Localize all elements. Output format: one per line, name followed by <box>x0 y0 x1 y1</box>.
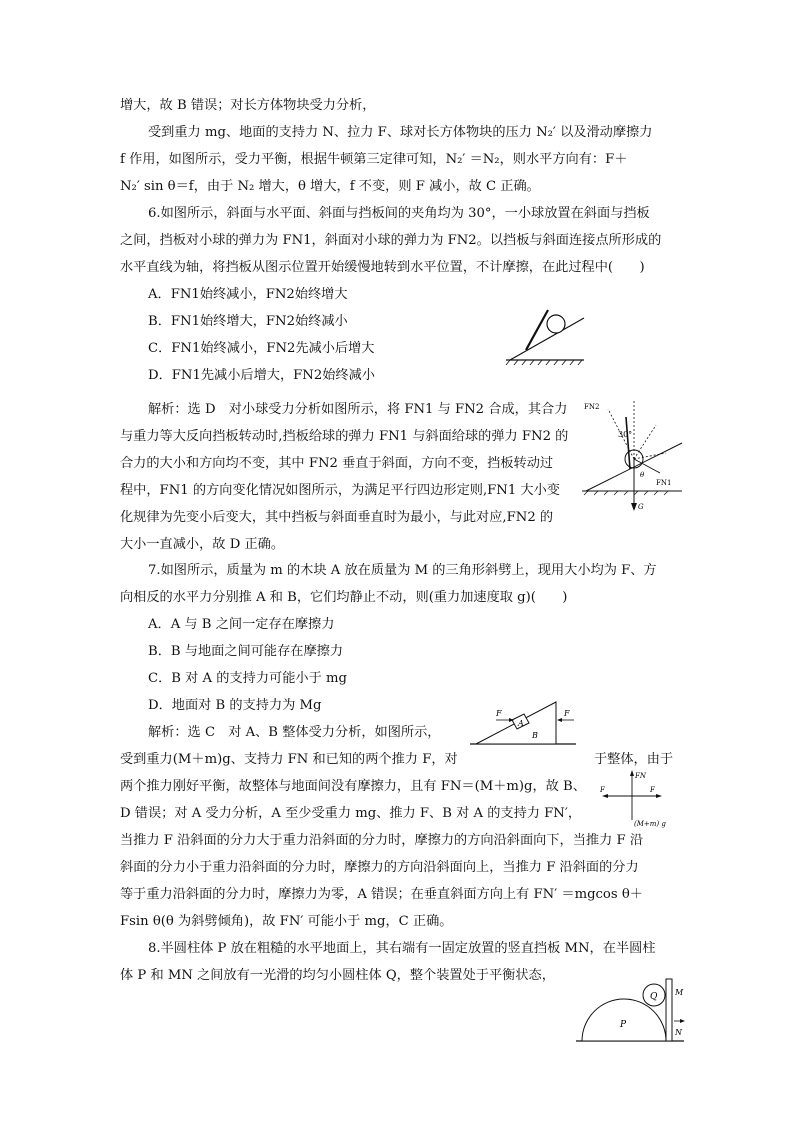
answer-6: 合力的大小和方向均不变，其中 FN2 垂直于斜面，方向不变，挡板转动过 <box>120 456 554 471</box>
force-cross-diagram <box>596 768 676 830</box>
force-analysis-diagram-q6 <box>578 395 688 515</box>
answer-7: 受到重力(M＋m)g、支持力 FN 和已知的两个推力 F，对 <box>120 752 458 767</box>
label-g: G <box>638 503 644 511</box>
label-m: M <box>675 988 684 997</box>
semicylinder-diagram <box>574 975 686 1049</box>
label-g: (M+m) g <box>634 820 666 828</box>
answer-7: 等于重力沿斜面的分力时，摩擦力为零，A 错误；在垂直斜面方向上有 FN′ ＝mgcos θ＋ <box>120 887 643 902</box>
text-line: N₂′ sin θ＝f，由于 N₂ 增大，θ 增大，f 不变，则 F 减小，故 C 正确。 <box>120 179 540 194</box>
question-6-stem: 水平直线为轴，将挡板从图示位置开始缓慢地转到水平位置，不计摩擦，在此过程中( ) <box>120 260 645 275</box>
answer-6: 大小一直减小，故 D 正确。 <box>120 537 285 552</box>
label-b: B <box>532 731 538 740</box>
option-d: D．地面对 B 的支持力为 Mg <box>148 698 322 713</box>
label-fn2: FN2 <box>584 403 600 411</box>
question-8-stem: 8.半圆柱体 P 放在粗糙的水平地面上，其右端有一固定放置的竖直挡板 MN，在半圆柱 <box>148 941 656 956</box>
label-a: A <box>518 719 524 728</box>
incline-ball-diagram <box>500 308 590 368</box>
text-line: f 作用，如图所示，受力平衡，根据牛顿第三定律可知，N₂′ ＝N₂，则水平方向有：F＋ <box>120 152 628 167</box>
question-7-stem: 7.如图所示，质量为 m 的木块 A 放在质量为 M 的三角形斜劈上，现用大小均为 F、方 <box>148 563 657 578</box>
answer-7: 于整体，由于 <box>594 752 674 767</box>
option-c: C．FN1始终减小，FN2先减小后增大 <box>148 341 375 356</box>
option-a: A．A 与 B 之间一定存在摩擦力 <box>148 617 335 632</box>
option-a: A．FN1始终减小，FN2始终增大 <box>148 287 348 302</box>
label-p: P <box>620 1020 627 1030</box>
answer-7: 斜面的分力小于重力沿斜面的分力时，摩擦力的方向沿斜面向上，当推力 F 沿斜面的分力 <box>120 860 639 875</box>
label-q: Q <box>650 992 658 1002</box>
label-fn1: FN1 <box>656 479 672 487</box>
answer-7: 当推力 F 沿斜面的分力大于重力沿斜面的分力时，摩擦力的方向沿斜面向下，当推力 F 沿 <box>120 833 644 848</box>
question-7-stem: 向相反的水平力分别推 A 和 B，它们均静止不动，则(重力加速度取 g)( ) <box>120 590 568 605</box>
text-line: 增大，故 B 错误；对长方体物块受力分析， <box>120 98 376 113</box>
answer-7: 两个推力刚好平衡，故整体与地面间没有摩擦力，且有 FN＝(M＋m)g，故 B、 <box>120 779 586 794</box>
answer-6: 程中，FN1 的方向变化情况如图所示，为满足平行四边形定则,FN1 大小变 <box>120 483 560 498</box>
option-b: B．B 与地面之间可能存在摩擦力 <box>148 644 344 659</box>
answer-7: D 错误；对 A 受力分析，A 至少受重力 mg、推力 F、B 对 A 的支持力 FN′， <box>120 806 582 821</box>
label-angle: 30° <box>618 430 633 439</box>
answer-6: 解析：选 D 对小球受力分析如图所示，将 FN1 与 FN2 合成，其合力 <box>148 402 568 417</box>
question-6-stem: 6.如图所示，斜面与水平面、斜面与挡板间的夹角均为 30°，一小球放置在斜面与挡板 <box>148 206 650 221</box>
label-f-left: F <box>600 786 605 794</box>
wedge-diagram <box>468 698 578 750</box>
question-6-stem: 之间，挡板对小球的弹力为 FN1，斜面对小球的弹力为 FN2。以挡板与斜面连接点所形成的 <box>120 233 662 248</box>
question-8-stem: 体 P 和 MN 之间放有一光滑的均匀小圆柱体 Q，整个装置处于平衡状态， <box>120 968 555 983</box>
label-fn: FN <box>635 772 646 780</box>
text-line: 受到重力 mg、地面的支持力 N、拉力 F、球对长方体物块的压力 N₂′ 以及滑动摩擦力 <box>148 125 653 140</box>
answer-6: 与重力等大反向挡板转动时,挡板给球的弹力 FN1 与斜面给球的弹力 FN2 的 <box>120 429 569 444</box>
label-f-left: F <box>496 709 502 718</box>
label-f-right: F <box>564 709 570 718</box>
option-d: D．FN1先减小后增大，FN2始终减小 <box>148 368 375 383</box>
option-b: B．FN1始终增大，FN2始终减小 <box>148 314 348 329</box>
label-f-right: F <box>650 786 655 794</box>
option-c: C．B 对 A 的支持力可能小于 mg <box>148 671 347 686</box>
label-n: N <box>675 1028 682 1037</box>
label-theta: θ <box>640 471 645 479</box>
answer-6: 化规律为先变小后变大，其中挡板与斜面垂直时为最小，与此对应,FN2 的 <box>120 510 554 525</box>
answer-7: 解析：选 C 对 A、B 整体受力分析，如图所示， <box>148 725 441 740</box>
answer-7: Fsin θ(θ 为斜劈倾角)，故 FN′ 可能小于 mg，C 正确。 <box>120 914 453 929</box>
